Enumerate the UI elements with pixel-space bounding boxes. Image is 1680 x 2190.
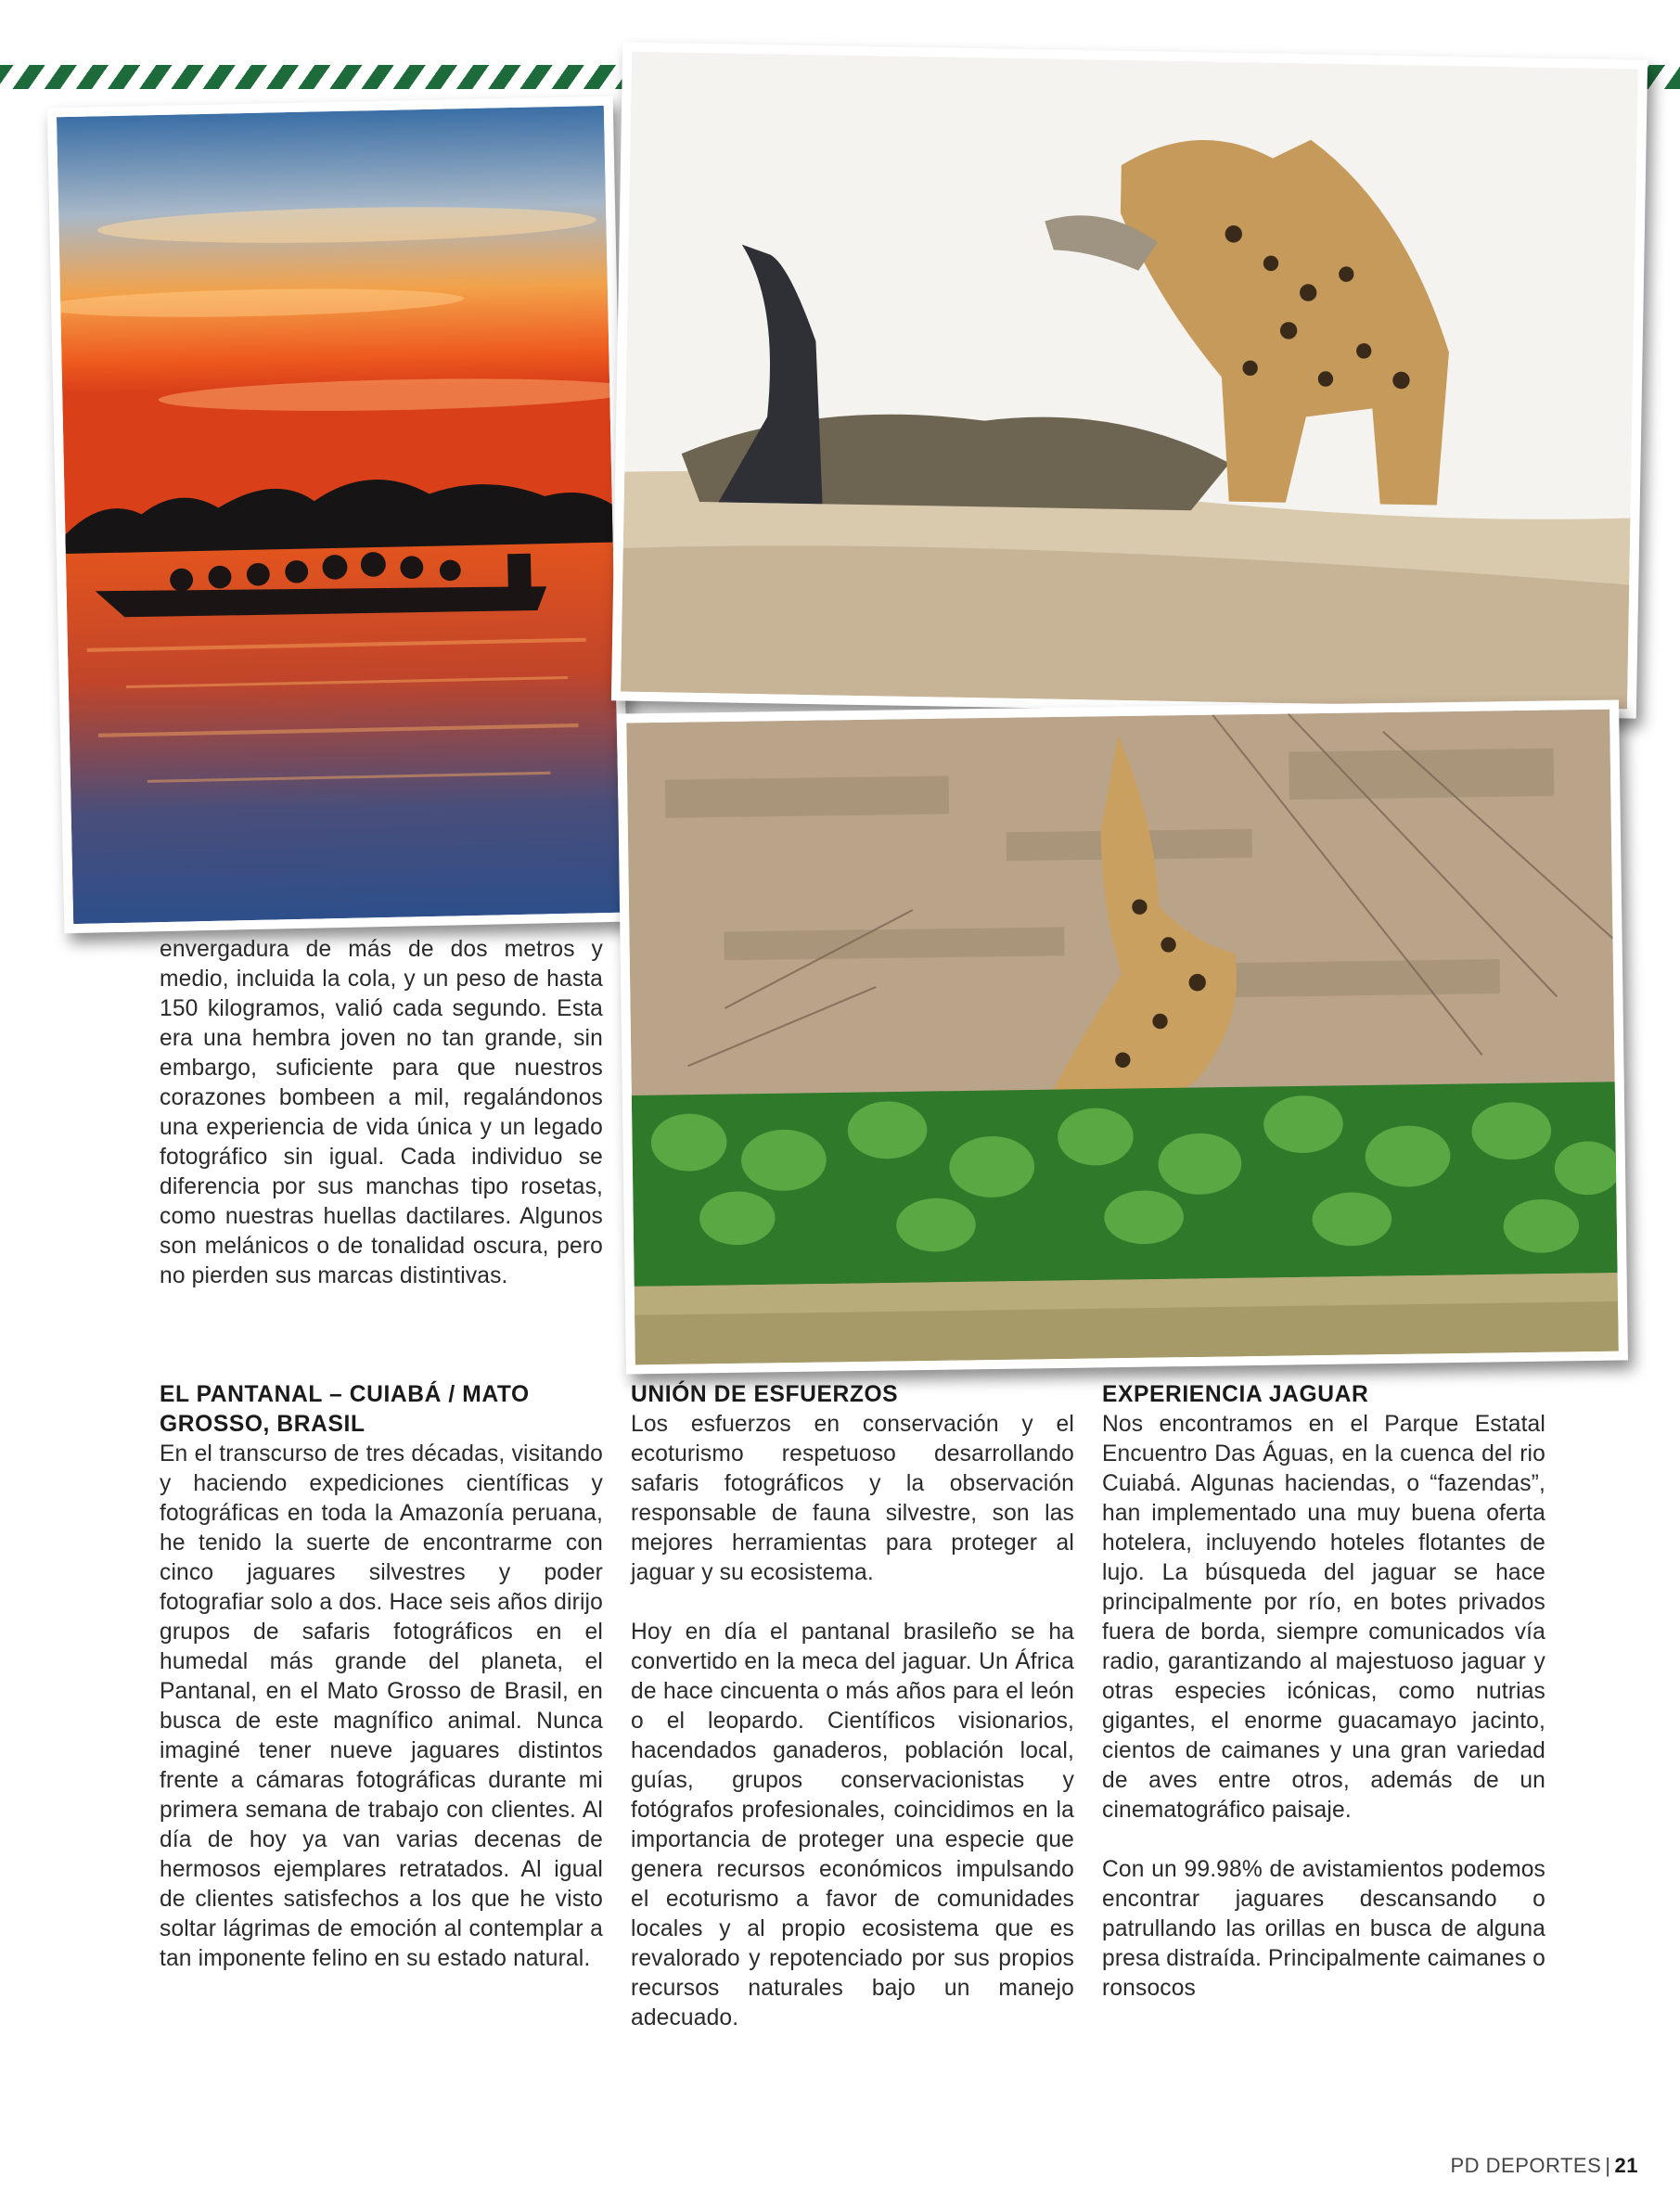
intro-paragraph: envergadura de más de dos metros y medio, incluida la cola, y un peso de hasta 150 kilogramos, valió cada segundo. Esta era una hembra joven no tan grande, sin embargo, suficiente para que nuestros corazones bombeen a mil, regalándonos una experiencia de vida única y un legado fotográfico sin igual. Cada individuo se diferencia por sus manchas tipo rosetas, como nuestras huellas dactilares. Algunos son melánicos o de tonalidad oscura, pero no pierden sus marcas distintivas. xyxy=(160,937,603,1288)
section-heading-experiencia: EXPERIENCIA JAGUAR xyxy=(1102,1382,1369,1407)
section-heading-pantanal: EL PANTANAL – CUIABÁ / MATO GROSSO, BRASIL xyxy=(160,1382,530,1437)
column-2-paragraph-2: Hoy en día el pantanal brasileño se ha convertido en la meca del jaguar. Un África de hace cincuenta o más años para el león o el leopardo. Científicos visionarios, hacendados ganaderos, población local, guías, grupos conservacionistas y fotógrafos profesionales, coincidimos en la importancia de proteger una especie que genera recursos económicos impulsando el ecoturismo a favor de comunidades locales y al propio ecosistema que es revalorado y repotenciado por sus propios recursos naturales bajo un manejo adecuado. xyxy=(631,1620,1074,2030)
column-3-paragraph-1: Nos encontramos en el Parque Estatal Encuentro Das Águas, en la cuenca del rio Cuiabá. Algunas haciendas, o “fazendas”, han implementado una muy buena oferta hotelera, incluyendo hoteles flotantes de lujo. La búsqueda del jaguar se hace principalmente por río, en botes privados fuera de borda, siempre comunicados vía radio, garantizando al majestuoso jaguar y otras especies icónicas, como nutrias gigantes, el enorme guacamayo jacinto, cientos de caimanes y una gran variedad de aves entre otros, además de un cinematográfico paisaje. xyxy=(1102,1412,1545,1823)
article-column-1 xyxy=(160,1380,603,1974)
page-number: 21 xyxy=(1614,2154,1638,2177)
column-2-paragraph-1: Los esfuerzos en conservación y el ecoturismo respetuoso desarrollando safaris fotográficos y la observación responsable de fauna silvestre, son las mejores herramientas para proteger al jaguar y su ecosistema. xyxy=(631,1412,1074,1585)
column-1-paragraph: En el transcurso de tres décadas, visitando y haciendo expediciones científicas y fotográficas en toda la Amazonía peruana, he tenido la suerte de encontrarme con cinco jaguares silvestres y poder fotografiar solo a dos. Hace seis años dirijo grupos de safaris fotográficos en el humedal más grande del planeta, el Pantanal, en el Mato Grosso de Brasil, en busca de este magnífico animal. Nunca imaginé tener nueve jaguares distintos frente a cámaras fotográficas durante mi primera semana de trabajo con clientes. Al día de hoy ya van varias decenas de hermosos ejemplares retratados. Al igual de clientes satisfechos a los que he visto soltar lágrimas de emoción al contemplar a tan imponente felino en su estado natural. xyxy=(160,1441,603,1971)
publication-name: PD DEPORTES xyxy=(1450,2154,1602,2177)
jaguar-descending-riverbank-photo xyxy=(617,699,1628,1374)
page-footer xyxy=(1450,2154,1638,2178)
footer-separator: | xyxy=(1605,2154,1611,2177)
intro-column xyxy=(160,935,603,1291)
article-column-3 xyxy=(1102,1380,1545,2004)
section-heading-union: UNIÓN DE ESFUERZOS xyxy=(631,1382,899,1407)
jaguar-with-caiman-photo xyxy=(611,42,1648,718)
sunset-boat-photo xyxy=(47,96,631,934)
column-3-paragraph-2: Con un 99.98% de avistamientos podemos encontrar jaguares descansando o patrullando las orillas en busca de alguna presa distraída. Principalmente caimanes o ronsocos xyxy=(1102,1857,1545,2001)
article-column-2 xyxy=(631,1380,1074,2033)
decorative-stripes-left xyxy=(0,65,631,89)
